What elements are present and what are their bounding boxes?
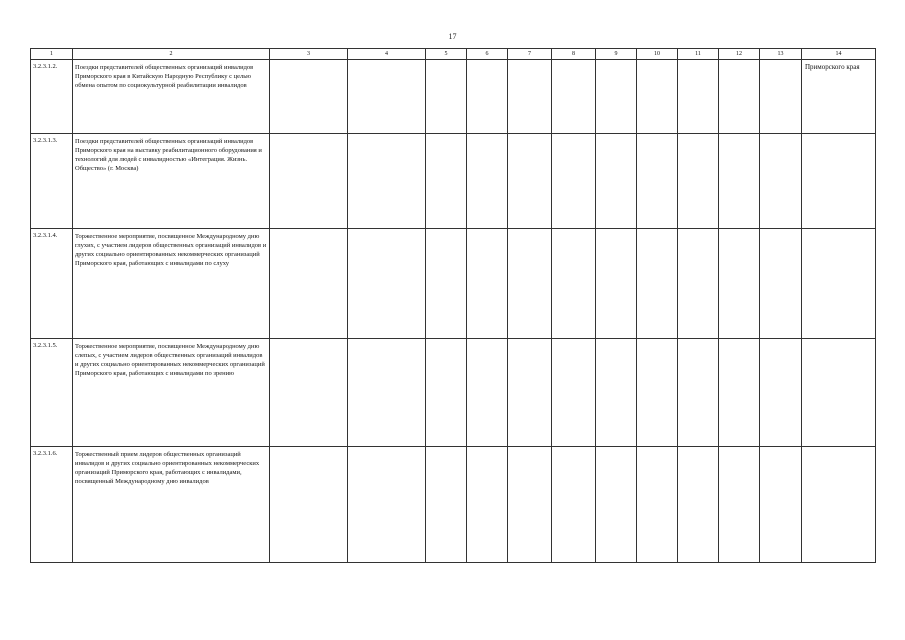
column-header: 2 — [73, 49, 270, 60]
column-header: 11 — [678, 49, 719, 60]
empty-cell — [678, 339, 719, 447]
empty-cell — [760, 229, 802, 339]
empty-cell — [552, 134, 596, 229]
empty-cell — [467, 339, 508, 447]
empty-cell — [270, 60, 348, 134]
row-code: 3.2.3.1.4. — [31, 229, 73, 339]
empty-cell — [678, 229, 719, 339]
column-header: 14 — [802, 49, 876, 60]
empty-cell — [596, 60, 637, 134]
empty-cell — [508, 447, 552, 563]
empty-cell — [719, 447, 760, 563]
row-region — [802, 447, 876, 563]
table-row — [31, 229, 876, 339]
row-region: Приморского края — [802, 60, 876, 134]
empty-cell — [426, 229, 467, 339]
empty-cell — [719, 229, 760, 339]
page-number: 17 — [448, 32, 457, 41]
column-header: 1 — [31, 49, 73, 60]
empty-cell — [508, 339, 552, 447]
row-code: 3.2.3.1.5. — [31, 339, 73, 447]
empty-cell — [637, 134, 678, 229]
empty-cell — [719, 134, 760, 229]
empty-cell — [348, 229, 426, 339]
empty-cell — [678, 134, 719, 229]
empty-cell — [552, 339, 596, 447]
empty-cell — [637, 339, 678, 447]
column-header: 4 — [348, 49, 426, 60]
empty-cell — [348, 134, 426, 229]
empty-cell — [596, 447, 637, 563]
row-region — [802, 229, 876, 339]
column-number-row — [31, 49, 876, 60]
empty-cell — [426, 134, 467, 229]
empty-cell — [270, 339, 348, 447]
table-row — [31, 447, 876, 563]
row-region — [802, 134, 876, 229]
column-header: 9 — [596, 49, 637, 60]
row-description: Поездки представителей общественных организаций инвалидов Приморского края в Китайскую Народную Республику с целью обмена опытом по социокультурной реабилитации инвалидов — [73, 60, 270, 134]
empty-cell — [760, 134, 802, 229]
empty-cell — [467, 447, 508, 563]
empty-cell — [678, 60, 719, 134]
program-table — [30, 48, 876, 563]
empty-cell — [467, 60, 508, 134]
row-description: Торжественное мероприятие, посвященное Международному дню глухих, с участием лидеров общественных организаций инвалидов и других социально ориентированных некоммерческих организаций Приморского края, работающих с инвалидами по слуху — [73, 229, 270, 339]
empty-cell — [596, 134, 637, 229]
empty-cell — [467, 134, 508, 229]
row-code: 3.2.3.1.6. — [31, 447, 73, 563]
column-header: 7 — [508, 49, 552, 60]
empty-cell — [637, 229, 678, 339]
column-header: 5 — [426, 49, 467, 60]
empty-cell — [596, 229, 637, 339]
empty-cell — [348, 447, 426, 563]
row-region — [802, 339, 876, 447]
empty-cell — [270, 447, 348, 563]
row-description: Торжественный прием лидеров общественных организаций инвалидов и других социально ориентированных некоммерческих организаций Приморского края, работающих с инвалидами, посвященный Международному дню инвалидов — [73, 447, 270, 563]
empty-cell — [596, 339, 637, 447]
empty-cell — [348, 339, 426, 447]
table-row — [31, 134, 876, 229]
table-row — [31, 339, 876, 447]
row-code: 3.2.3.1.2. — [31, 60, 73, 134]
empty-cell — [760, 60, 802, 134]
empty-cell — [508, 134, 552, 229]
empty-cell — [552, 447, 596, 563]
empty-cell — [552, 229, 596, 339]
empty-cell — [270, 229, 348, 339]
empty-cell — [348, 60, 426, 134]
empty-cell — [637, 60, 678, 134]
empty-cell — [508, 60, 552, 134]
column-header: 6 — [467, 49, 508, 60]
table-row — [31, 60, 876, 134]
empty-cell — [426, 60, 467, 134]
empty-cell — [760, 447, 802, 563]
row-code: 3.2.3.1.3. — [31, 134, 73, 229]
row-description: Торжественное мероприятие, посвященное Международному дню слепых, с участием лидеров общественных организаций инвалидов и других социально ориентированных некоммерческих организаций Приморского края, работающих с инвалидами по зрению — [73, 339, 270, 447]
column-header: 8 — [552, 49, 596, 60]
column-header: 10 — [637, 49, 678, 60]
column-header: 12 — [719, 49, 760, 60]
empty-cell — [508, 229, 552, 339]
empty-cell — [270, 134, 348, 229]
empty-cell — [719, 60, 760, 134]
column-header: 3 — [270, 49, 348, 60]
column-header: 13 — [760, 49, 802, 60]
empty-cell — [760, 339, 802, 447]
empty-cell — [719, 339, 760, 447]
empty-cell — [552, 60, 596, 134]
empty-cell — [678, 447, 719, 563]
empty-cell — [467, 229, 508, 339]
empty-cell — [426, 447, 467, 563]
empty-cell — [637, 447, 678, 563]
empty-cell — [426, 339, 467, 447]
row-description: Поездки представителей общественных организаций инвалидов Приморского края на выставку реабилитационного оборудования и технологий для людей с инвалидностью «Интеграция. Жизнь. Общество» (г. Москва) — [73, 134, 270, 229]
